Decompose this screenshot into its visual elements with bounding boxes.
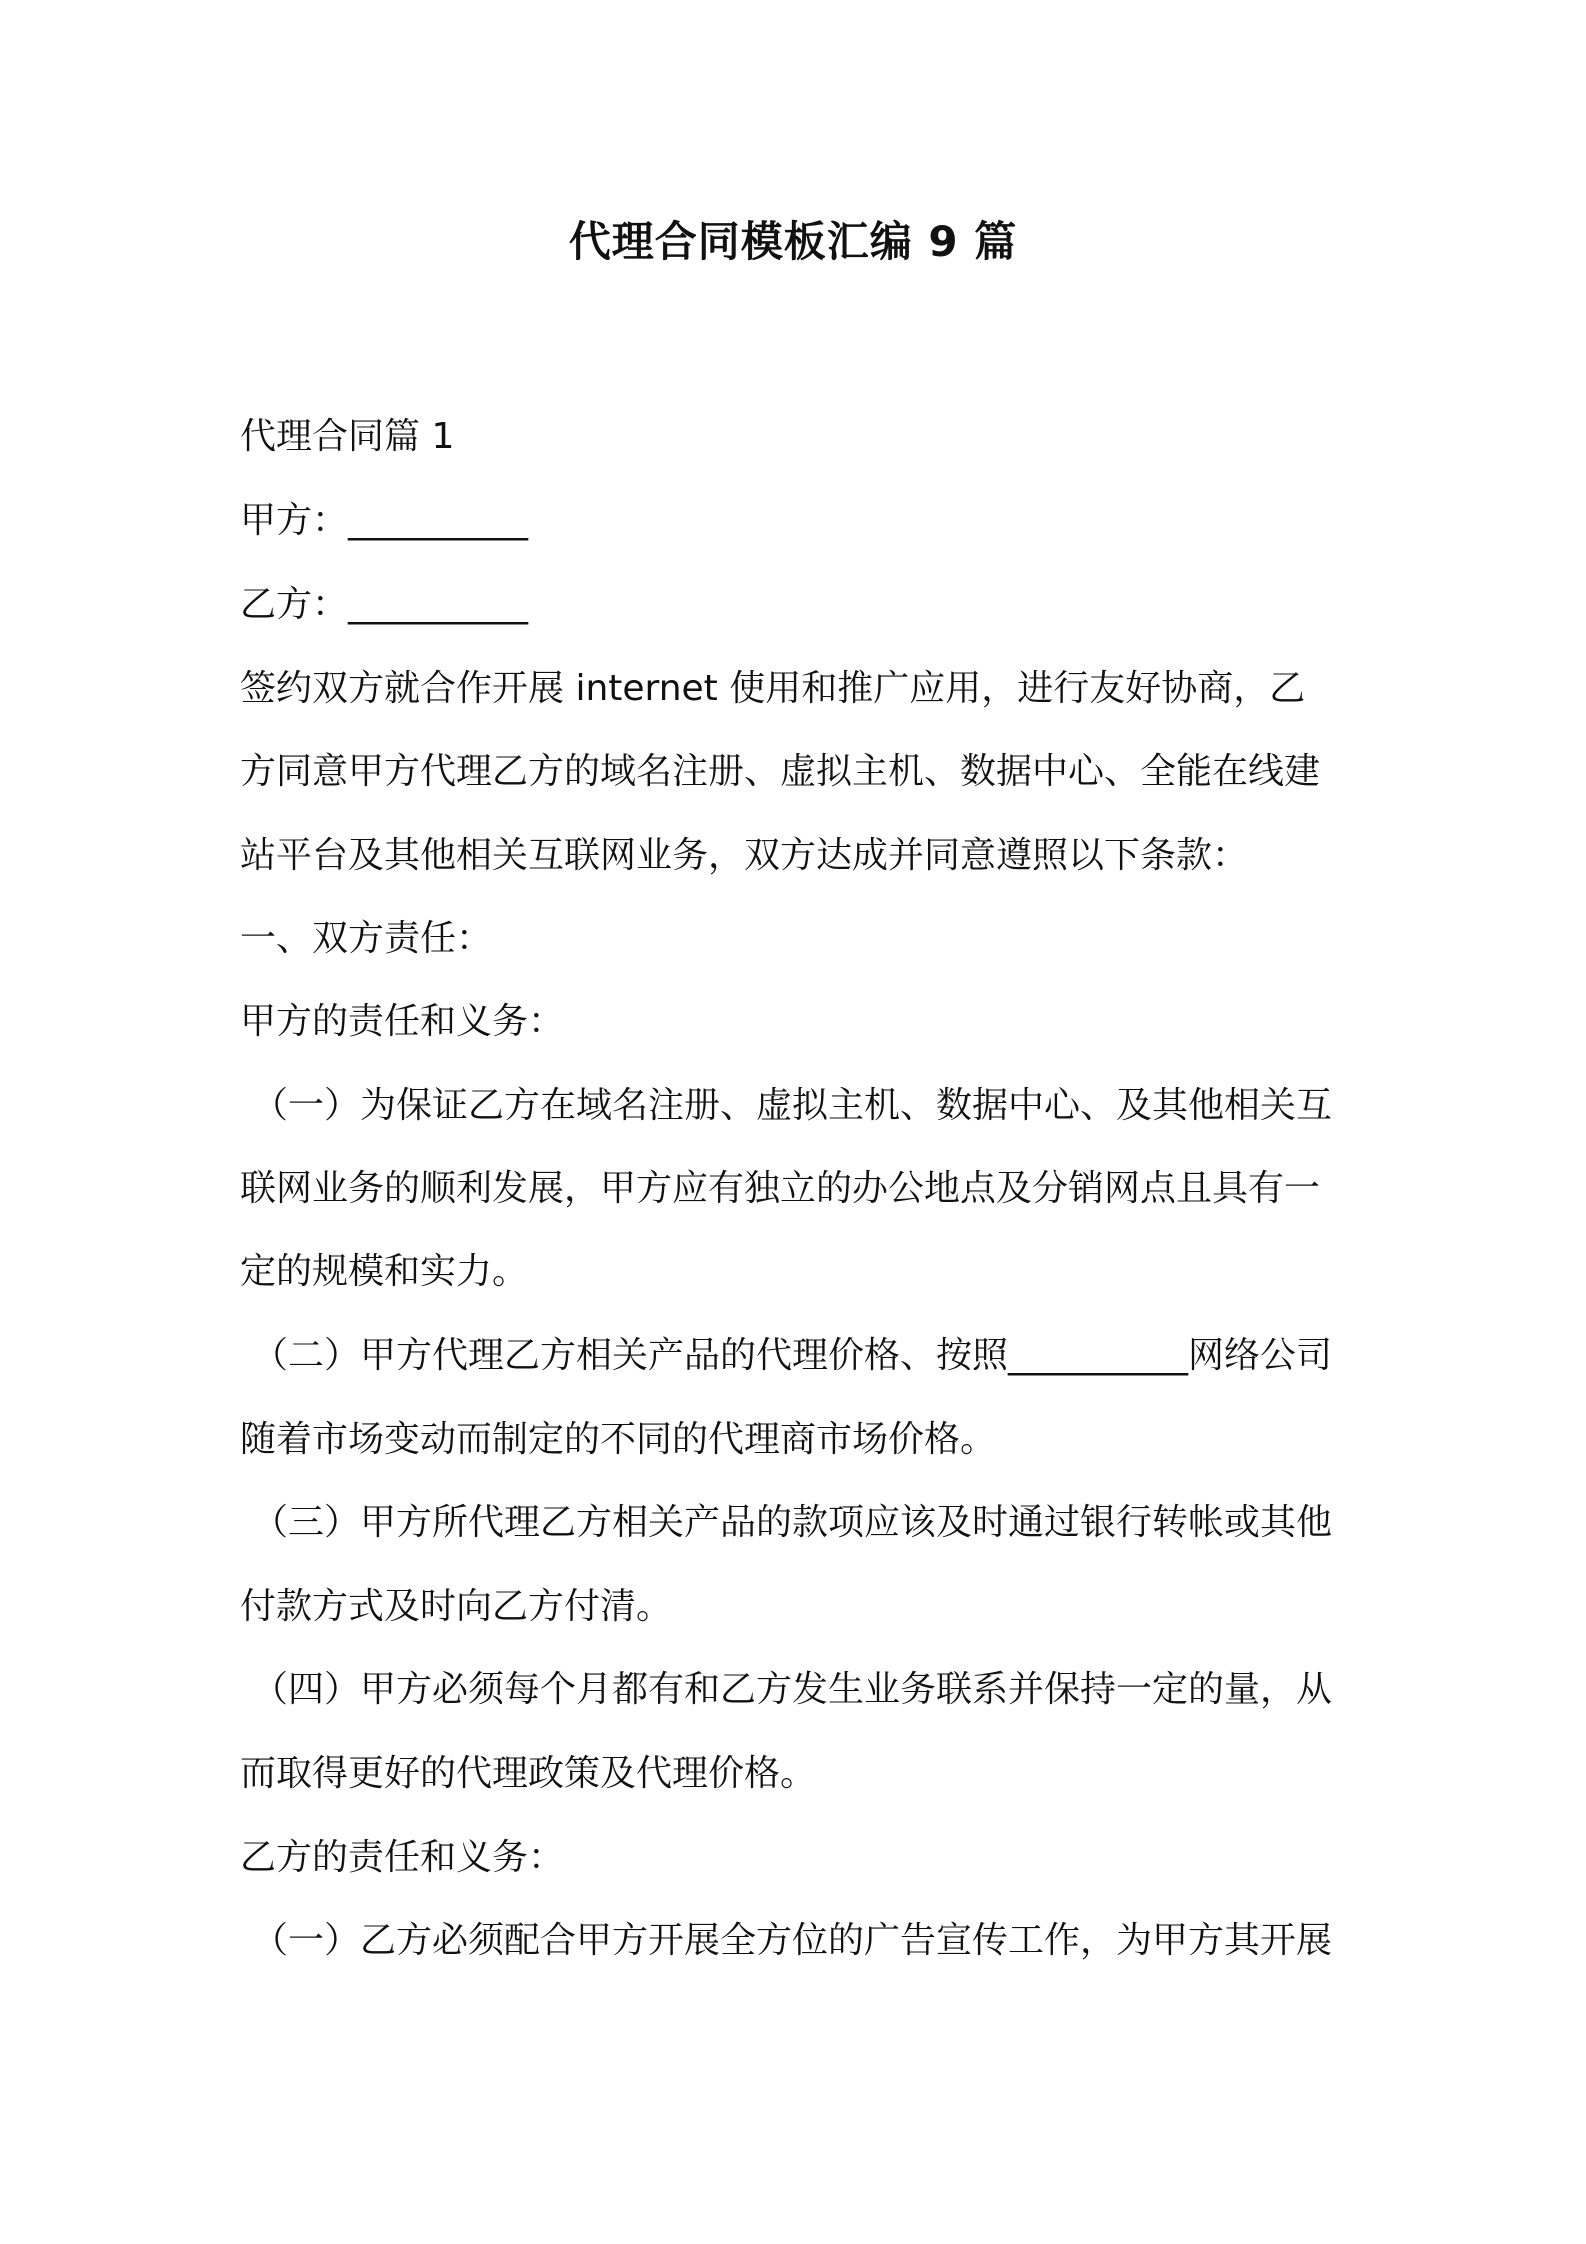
paragraph-line: （四）甲方必须每个月都有和乙方发生业务联系并保持一定的量，从 [252,1669,1333,1710]
paragraph-line: 而取得更好的代理政策及代理价格。 [240,1753,817,1794]
paragraph-line: 签约双方就合作开展 internet 使用和推广应用，进行友好协商，乙 [240,668,1306,709]
paragraph-line: 随着市场变动而制定的不同的代理商市场价格。 [240,1419,997,1460]
paragraph-line: （三）甲方所代理乙方相关产品的款项应该及时通过银行转帐或其他 [252,1502,1333,1543]
document-title: 代理合同模板汇编 9 篇 [568,217,1018,266]
clause-heading: 一、双方责任： [240,918,493,959]
party-a-line: 甲方：__________ [240,500,529,541]
paragraph-line: （一）为保证乙方在域名注册、虚拟主机、数据中心、及其他相关互 [252,1085,1333,1126]
paragraph-line: 站平台及其他相关互联网业务，双方达成并同意遵照以下条款： [240,835,1249,876]
party-b-line: 乙方：__________ [240,584,529,625]
paragraph-line: （一）乙方必须配合甲方开展全方位的广告宣传工作，为甲方其开展 [252,1920,1333,1961]
paragraph-line: 方同意甲方代理乙方的域名注册、虚拟主机、数据中心、全能在线建 [240,751,1321,792]
paragraph-line: 联网业务的顺利发展，甲方应有独立的办公地点及分销网点且具有一 [240,1168,1321,1209]
paragraph-line: （二）甲方代理乙方相关产品的代理价格、按照__________网络公司 [252,1335,1333,1376]
subheading: 乙方的责任和义务： [240,1837,565,1878]
paragraph-line: 定的规模和实力。 [240,1251,529,1292]
subheading: 甲方的责任和义务： [240,1001,565,1042]
paragraph-line: 付款方式及时向乙方付清。 [240,1586,673,1627]
section-heading: 代理合同篇 1 [240,416,455,457]
